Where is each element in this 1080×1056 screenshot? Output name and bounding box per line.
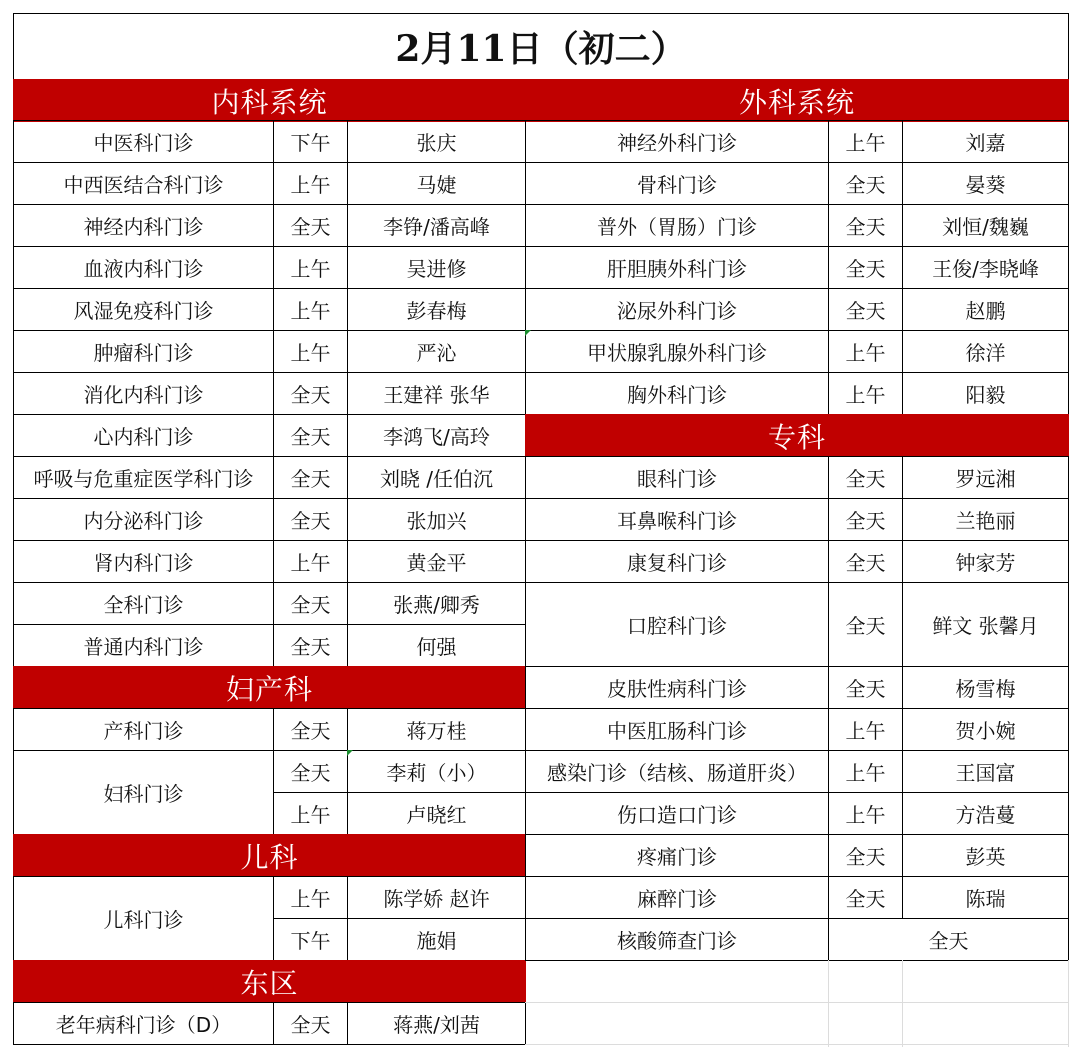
east-row-dept[interactable]: 老年病科门诊（D） [13,1002,274,1045]
east-row-time[interactable]: 全天 [273,1002,348,1045]
internal-row-doctor[interactable]: 吴进修 [347,246,526,289]
comment-marker-icon[interactable] [525,330,531,336]
specialty-row-doctor[interactable]: 贺小婉 [902,708,1069,751]
internal-row-doctor[interactable]: 严沁 [347,330,526,373]
section-header-surgery: 外科系统 [525,79,1069,122]
surgery-row-dept[interactable]: 甲状腺乳腺外科门诊 [525,330,829,373]
empty-gridline [828,960,829,1047]
east-row-doctor[interactable]: 蒋燕/刘茜 [347,1002,526,1045]
internal-row-doctor[interactable]: 马婕 [347,162,526,205]
section-header-pediatrics: 儿科 [13,834,526,877]
specialty-row-doctor[interactable]: 彭英 [902,834,1069,877]
empty-gridline [525,1002,1068,1003]
surgery-row-dept[interactable]: 普外（胃肠）门诊 [525,204,829,247]
internal-row-time[interactable]: 全天 [273,204,348,247]
specialty-row-time[interactable]: 全天 [828,666,903,709]
pediatrics-doctor[interactable]: 陈学娇 赵许 [347,876,526,919]
specialty-row-time[interactable]: 全天 [828,876,903,919]
internal-row-dept[interactable]: 心内科门诊 [13,414,274,457]
surgery-row-dept[interactable]: 骨科门诊 [525,162,829,205]
internal-row-doctor[interactable]: 刘晓 /任伯沉 [347,456,526,499]
specialty-row-doctor[interactable]: 陈瑞 [902,876,1069,919]
internal-row-dept[interactable]: 血液内科门诊 [13,246,274,289]
internal-row-dept[interactable]: 神经内科门诊 [13,204,274,247]
surgery-row-dept[interactable]: 胸外科门诊 [525,372,829,415]
gynecology-dept[interactable]: 妇科门诊 [13,750,274,835]
surgery-row-dept[interactable]: 泌尿外科门诊 [525,288,829,331]
pediatrics-dept[interactable]: 儿科门诊 [13,876,274,961]
gynecology-time[interactable]: 全天 [273,750,348,793]
section-header-internal: 内科系统 [13,79,526,122]
surgery-row-time[interactable]: 上午 [828,120,903,163]
gynecology-time[interactable]: 上午 [273,792,348,835]
internal-row-time[interactable]: 全天 [273,624,348,667]
internal-row-time[interactable]: 全天 [273,582,348,625]
empty-gridline [525,1044,1068,1045]
internal-row-time[interactable]: 上午 [273,162,348,205]
specialty-row-time[interactable]: 全天 [828,498,903,541]
internal-row-dept[interactable]: 消化内科门诊 [13,372,274,415]
specialty-row-doctor[interactable]: 杨雪梅 [902,666,1069,709]
specialty-row-doctor[interactable]: 方浩蔓 [902,792,1069,835]
internal-row-doctor[interactable]: 何强 [347,624,526,667]
internal-row-time[interactable]: 上午 [273,540,348,583]
section-header-obgyn: 妇产科 [13,666,526,709]
specialty-row-dept[interactable]: 皮肤性病科门诊 [525,666,829,709]
specialty-row-dept[interactable]: 感染门诊（结核、肠道肝炎） [525,750,829,793]
section-header-specialty: 专科 [525,414,1069,457]
internal-row-time[interactable]: 上午 [273,330,348,373]
specialty-row-dept[interactable]: 核酸筛查门诊 [525,918,829,961]
specialty-row-doctor[interactable]: 鲜文 张馨月 [902,582,1069,667]
surgery-row-doctor[interactable]: 阳毅 [902,372,1069,415]
internal-row-time[interactable]: 上午 [273,288,348,331]
specialty-row-time[interactable]: 全天 [828,918,1069,961]
internal-row-time[interactable]: 全天 [273,372,348,415]
page-title: 2月11日（初二） [13,13,1069,80]
internal-row-doctor[interactable]: 张加兴 [347,498,526,541]
surgery-row-doctor[interactable]: 刘嘉 [902,120,1069,163]
internal-row-doctor[interactable]: 李鸿飞/高玲 [347,414,526,457]
obstetrics-row-time[interactable]: 全天 [273,708,348,751]
pediatrics-time[interactable]: 上午 [273,876,348,919]
surgery-row-time[interactable]: 全天 [828,246,903,289]
gynecology-doctor[interactable]: 卢晓红 [347,792,526,835]
specialty-row-dept[interactable]: 康复科门诊 [525,540,829,583]
surgery-row-time[interactable]: 全天 [828,288,903,331]
surgery-row-time[interactable]: 上午 [828,330,903,373]
surgery-row-time[interactable]: 全天 [828,204,903,247]
surgery-row-doctor[interactable]: 晏葵 [902,162,1069,205]
surgery-row-dept[interactable]: 肝胆胰外科门诊 [525,246,829,289]
internal-row-dept[interactable]: 呼吸与危重症医学科门诊 [13,456,274,499]
specialty-row-doctor[interactable]: 钟家芳 [902,540,1069,583]
obstetrics-row-doctor[interactable]: 蒋万桂 [347,708,526,751]
internal-row-dept[interactable]: 肿瘤科门诊 [13,330,274,373]
surgery-row-doctor[interactable]: 刘恒/魏巍 [902,204,1069,247]
internal-row-dept[interactable]: 肾内科门诊 [13,540,274,583]
obstetrics-row-dept[interactable]: 产科门诊 [13,708,274,751]
internal-row-dept[interactable]: 内分泌科门诊 [13,498,274,541]
specialty-row-doctor[interactable]: 兰艳丽 [902,498,1069,541]
internal-row-doctor[interactable]: 王建祥 张华 [347,372,526,415]
specialty-row-doctor[interactable]: 罗远湘 [902,456,1069,499]
specialty-row-dept[interactable]: 眼科门诊 [525,456,829,499]
internal-row-dept[interactable]: 普通内科门诊 [13,624,274,667]
internal-row-dept[interactable]: 中医科门诊 [13,120,274,163]
internal-row-dept[interactable]: 风湿免疫科门诊 [13,288,274,331]
specialty-row-time[interactable]: 上午 [828,792,903,835]
surgery-row-doctor[interactable]: 徐洋 [902,330,1069,373]
internal-row-doctor[interactable]: 李铮/潘高峰 [347,204,526,247]
specialty-row-dept[interactable]: 耳鼻喉科门诊 [525,498,829,541]
internal-row-doctor[interactable]: 彭春梅 [347,288,526,331]
specialty-row-time[interactable]: 全天 [828,540,903,583]
internal-row-doctor[interactable]: 张庆 [347,120,526,163]
internal-row-dept[interactable]: 中西医结合科门诊 [13,162,274,205]
specialty-row-time[interactable]: 上午 [828,750,903,793]
specialty-row-time[interactable]: 全天 [828,834,903,877]
section-header-east: 东区 [13,960,526,1003]
specialty-row-time[interactable]: 全天 [828,582,903,667]
specialty-row-dept[interactable]: 疼痛门诊 [525,834,829,877]
internal-row-dept[interactable]: 全科门诊 [13,582,274,625]
specialty-row-time[interactable]: 上午 [828,708,903,751]
gynecology-doctor[interactable]: 李莉（小） [347,750,526,793]
internal-row-doctor[interactable]: 张燕/卿秀 [347,582,526,625]
surgery-row-dept[interactable]: 神经外科门诊 [525,120,829,163]
specialty-row-dept[interactable]: 麻醉门诊 [525,876,829,919]
specialty-row-dept[interactable]: 中医肛肠科门诊 [525,708,829,751]
pediatrics-doctor[interactable]: 施娟 [347,918,526,961]
specialty-row-dept[interactable]: 伤口造口门诊 [525,792,829,835]
pediatrics-time[interactable]: 下午 [273,918,348,961]
internal-row-time[interactable]: 上午 [273,246,348,289]
internal-row-time[interactable]: 全天 [273,414,348,457]
internal-row-time[interactable]: 全天 [273,498,348,541]
specialty-row-doctor[interactable]: 王国富 [902,750,1069,793]
surgery-row-time[interactable]: 全天 [828,162,903,205]
specialty-row-dept[interactable]: 口腔科门诊 [525,582,829,667]
internal-row-time[interactable]: 全天 [273,456,348,499]
empty-gridline [1068,960,1069,1047]
surgery-row-time[interactable]: 上午 [828,372,903,415]
surgery-row-doctor[interactable]: 赵鹏 [902,288,1069,331]
specialty-row-time[interactable]: 全天 [828,456,903,499]
surgery-row-doctor[interactable]: 王俊/李晓峰 [902,246,1069,289]
comment-marker-icon[interactable] [347,750,353,756]
empty-gridline [902,960,903,1047]
internal-row-time[interactable]: 下午 [273,120,348,163]
internal-row-doctor[interactable]: 黄金平 [347,540,526,583]
